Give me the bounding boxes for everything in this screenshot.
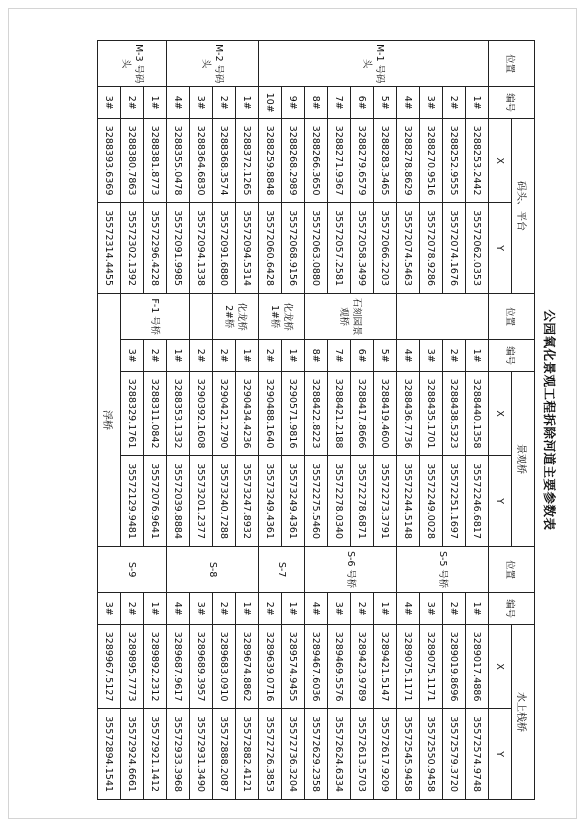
y-value: 35572629.2358 [305, 709, 328, 800]
x-value: 3288353.1332 [167, 371, 190, 455]
table-row [213, 41, 236, 800]
point-number: 2# [121, 87, 144, 119]
group-label: 化龙桥 1#桥 [259, 293, 305, 339]
y-value: 35572314.4455 [98, 203, 121, 294]
y-value: 35572933.3968 [167, 709, 190, 800]
y-value: 35572066.2203 [374, 203, 397, 294]
pos-header: 位置 [489, 546, 535, 592]
y-value: 35572074.1676 [443, 203, 466, 294]
point-number: 3# [121, 340, 144, 372]
y-value: 35572579.3720 [443, 709, 466, 800]
x-value: 3288436.7736 [397, 371, 420, 455]
point-number: 2# [443, 87, 466, 119]
y-value: 35572550.9458 [420, 709, 443, 800]
x-value: 3289467.6036 [305, 624, 328, 708]
x-value: 3288278.8629 [397, 119, 420, 203]
x-value: 3288364.6830 [190, 119, 213, 203]
x-value: 3288329.1761 [121, 371, 144, 455]
table-row [397, 41, 420, 800]
point-number: 4# [397, 340, 420, 372]
num-header: 编号 [489, 593, 535, 625]
y-value: 35572039.8884 [167, 456, 190, 547]
x-value: 3288417.8666 [351, 371, 374, 455]
x-value: 3288268.2989 [282, 119, 305, 203]
y-value: 35572574.9748 [466, 709, 489, 800]
group-label: M-3 号码头 [98, 41, 167, 87]
y-value: 35572302.1392 [121, 203, 144, 294]
point-number: 3# [190, 593, 213, 625]
point-number: 4# [397, 87, 420, 119]
x-value: 3289639.0716 [259, 624, 282, 708]
y-header: Y [489, 456, 512, 547]
x-value: 3288419.4600 [374, 371, 397, 455]
y-value: 35572275.5460 [305, 456, 328, 547]
section-right: 水上栈桥 [512, 624, 535, 799]
y-value: 35572078.9286 [420, 203, 443, 294]
point-number: 1# [466, 87, 489, 119]
group-label: S-9 [98, 546, 167, 592]
group-label: M-2 号码头 [167, 41, 259, 87]
x-value: 3288279.6579 [351, 119, 374, 203]
table-row [466, 41, 489, 800]
point-number: 2# [121, 593, 144, 625]
table-row [236, 41, 259, 800]
point-number: 8# [305, 87, 328, 119]
point-number: 2# [144, 340, 167, 372]
y-header: Y [489, 203, 512, 294]
point-number: 9# [282, 87, 305, 119]
y-value: 35572244.5148 [397, 456, 420, 547]
table-row [351, 41, 374, 800]
x-value: 3288266.3650 [305, 119, 328, 203]
x-value: 3290434.4236 [236, 371, 259, 455]
x-header: X [489, 119, 512, 203]
section-left: 码头、平台 [512, 119, 535, 294]
table-row [282, 41, 305, 800]
y-value: 35572094.5314 [236, 203, 259, 294]
y-value: 35572278.6871 [351, 456, 374, 547]
y-value: 35572273.3791 [374, 456, 397, 547]
point-number: 1# [144, 593, 167, 625]
table-row [328, 41, 351, 800]
point-number: 3# [98, 593, 121, 625]
point-number: 1# [236, 340, 259, 372]
coordinate-table [97, 40, 535, 800]
y-value: 35572617.9209 [374, 709, 397, 800]
point-number: 4# [167, 593, 190, 625]
x-value: 3290488.1640 [259, 371, 282, 455]
point-number: 3# [420, 87, 443, 119]
point-number: 6# [351, 340, 374, 372]
group-label [190, 293, 213, 339]
subheader-row [489, 41, 512, 800]
y-value: 35572736.3204 [282, 709, 305, 800]
point-number: 4# [305, 593, 328, 625]
y-value: 35572296.4228 [144, 203, 167, 294]
x-value: 3288372.1265 [236, 119, 259, 203]
y-value: 35572924.6661 [121, 709, 144, 800]
point-number: 1# [466, 340, 489, 372]
y-value: 35572094.1338 [190, 203, 213, 294]
point-number: 1# [144, 87, 167, 119]
group-label: M-1 号码头 [259, 41, 489, 87]
x-value: 3289892.2312 [144, 624, 167, 708]
point-number: 5# [374, 340, 397, 372]
group-label: S-7 [259, 546, 305, 592]
point-number: 2# [259, 340, 282, 372]
x-value: 3288283.3465 [374, 119, 397, 203]
x-value: 3289075.1171 [397, 624, 420, 708]
y-value: 35572278.0340 [328, 456, 351, 547]
x-value: 3288381.8773 [144, 119, 167, 203]
y-value: 35572076.9641 [144, 456, 167, 547]
point-number: 1# [466, 593, 489, 625]
document-title: 公园氧化景观工程拆除河道主要参数表 [542, 309, 557, 531]
x-value: 3289574.9455 [282, 624, 305, 708]
x-value: 3288368.3574 [213, 119, 236, 203]
y-value: 35572249.0028 [420, 456, 443, 547]
group-label: 化龙桥 2#桥 [213, 293, 259, 339]
y-value: 35572057.2581 [328, 203, 351, 294]
x-value: 3288311.0842 [144, 371, 167, 455]
y-value: 35572888.2087 [213, 709, 236, 800]
table-row [121, 41, 144, 800]
point-number: 1# [167, 340, 190, 372]
x-value: 3289017.4886 [466, 624, 489, 708]
y-value: 35572894.1541 [98, 709, 121, 800]
point-number: 1# [282, 593, 305, 625]
y-value: 35573201.2377 [190, 456, 213, 547]
y-value: 35572129.9481 [121, 456, 144, 547]
rotated-document [95, 40, 565, 800]
y-value: 35572882.4121 [236, 709, 259, 800]
x-value: 3289469.5576 [328, 624, 351, 708]
point-number: 1# [374, 593, 397, 625]
table-row [443, 41, 466, 800]
point-number: 2# [443, 340, 466, 372]
group-label: 石刻园景观桥 [305, 293, 397, 339]
table-row [144, 41, 167, 800]
point-number: 4# [167, 87, 190, 119]
x-value: 3289687.9617 [167, 624, 190, 708]
x-value: 3289895.7773 [121, 624, 144, 708]
point-number: 2# [213, 87, 236, 119]
point-number: 7# [328, 87, 351, 119]
y-value: 35572613.5703 [351, 709, 374, 800]
y-value: 35572062.0353 [466, 203, 489, 294]
x-value: 3289423.9789 [351, 624, 374, 708]
y-value: 35572624.6334 [328, 709, 351, 800]
x-header: X [489, 624, 512, 708]
x-value: 3288355.0478 [167, 119, 190, 203]
group-label: S-5 号桥 [397, 546, 489, 592]
num-header: 编号 [489, 340, 535, 372]
point-number: 3# [98, 87, 121, 119]
y-value: 35572074.5463 [397, 203, 420, 294]
y-value: 35572251.1697 [443, 456, 466, 547]
point-number: 5# [374, 87, 397, 119]
point-number: 3# [420, 340, 443, 372]
x-value: 3288380.7863 [121, 119, 144, 203]
point-number: 2# [443, 593, 466, 625]
x-value: 3288438.5323 [443, 371, 466, 455]
y-value: 35572726.3853 [259, 709, 282, 800]
point-number: 3# [420, 593, 443, 625]
table-row [98, 41, 121, 800]
x-value: 3288393.6369 [98, 119, 121, 203]
point-number: 3# [328, 593, 351, 625]
x-value: 3288253.2442 [466, 119, 489, 203]
group-label: S-8 [167, 546, 259, 592]
y-value: 35573240.7288 [213, 456, 236, 547]
point-number: 4# [397, 593, 420, 625]
point-number: 7# [328, 340, 351, 372]
x-value: 3289689.3957 [190, 624, 213, 708]
point-number: 3# [190, 87, 213, 119]
point-number: 6# [351, 87, 374, 119]
x-header: X [489, 371, 512, 455]
y-value: 35572921.1412 [144, 709, 167, 800]
point-number: 10# [259, 87, 282, 119]
point-number: 1# [236, 593, 259, 625]
y-value: 35573247.8932 [236, 456, 259, 547]
x-value: 3290421.2790 [213, 371, 236, 455]
y-value: 35572246.6817 [466, 456, 489, 547]
x-value: 3289674.8862 [236, 624, 259, 708]
group-label: F-1 号桥 [121, 293, 190, 339]
x-value: 3289019.8696 [443, 624, 466, 708]
point-number: 2# [213, 340, 236, 372]
y-value: 35572058.3499 [351, 203, 374, 294]
section-floating-bridge: 浮桥 [98, 293, 121, 546]
pos-header: 位置 [489, 293, 535, 339]
y-value: 35573249.4361 [259, 456, 282, 547]
header-row [512, 41, 535, 800]
point-number: 2# [190, 340, 213, 372]
table-row [167, 41, 190, 800]
y-value: 35573249.4361 [282, 456, 305, 547]
y-value: 35572091.9985 [167, 203, 190, 294]
pos-header: 位置 [489, 41, 535, 87]
section-mid: 景观桥 [512, 371, 535, 546]
x-value: 3288271.9367 [328, 119, 351, 203]
x-value: 3289683.0910 [213, 624, 236, 708]
point-number: 2# [259, 593, 282, 625]
y-value: 35572060.6428 [259, 203, 282, 294]
x-value: 3288252.9555 [443, 119, 466, 203]
x-value: 3289075.1171 [420, 624, 443, 708]
table-row [259, 41, 282, 800]
num-header: 编号 [489, 87, 535, 119]
point-number: 1# [282, 340, 305, 372]
x-value: 3288440.1358 [466, 371, 489, 455]
x-value: 3289421.5147 [374, 624, 397, 708]
x-value: 3288422.8223 [305, 371, 328, 455]
y-value: 35572091.6880 [213, 203, 236, 294]
point-number: 2# [351, 593, 374, 625]
table-row [374, 41, 397, 800]
x-value: 3290392.1608 [190, 371, 213, 455]
group-label [397, 293, 489, 339]
x-value: 3288421.2188 [328, 371, 351, 455]
y-value: 35572063.0880 [305, 203, 328, 294]
x-value: 3288259.8848 [259, 119, 282, 203]
table-row [190, 41, 213, 800]
y-value: 35572068.9156 [282, 203, 305, 294]
y-value: 35572545.9458 [397, 709, 420, 800]
y-header: Y [489, 709, 512, 800]
table-row [420, 41, 443, 800]
group-label: S-6 号桥 [305, 546, 397, 592]
x-value: 3288270.9516 [420, 119, 443, 203]
y-value: 35572931.3490 [190, 709, 213, 800]
table-row [305, 41, 328, 800]
point-number: 1# [236, 87, 259, 119]
x-value: 3290571.9816 [282, 371, 305, 455]
x-value: 3289967.5127 [98, 624, 121, 708]
point-number: 2# [213, 593, 236, 625]
point-number: 8# [305, 340, 328, 372]
x-value: 3288435.1701 [420, 371, 443, 455]
